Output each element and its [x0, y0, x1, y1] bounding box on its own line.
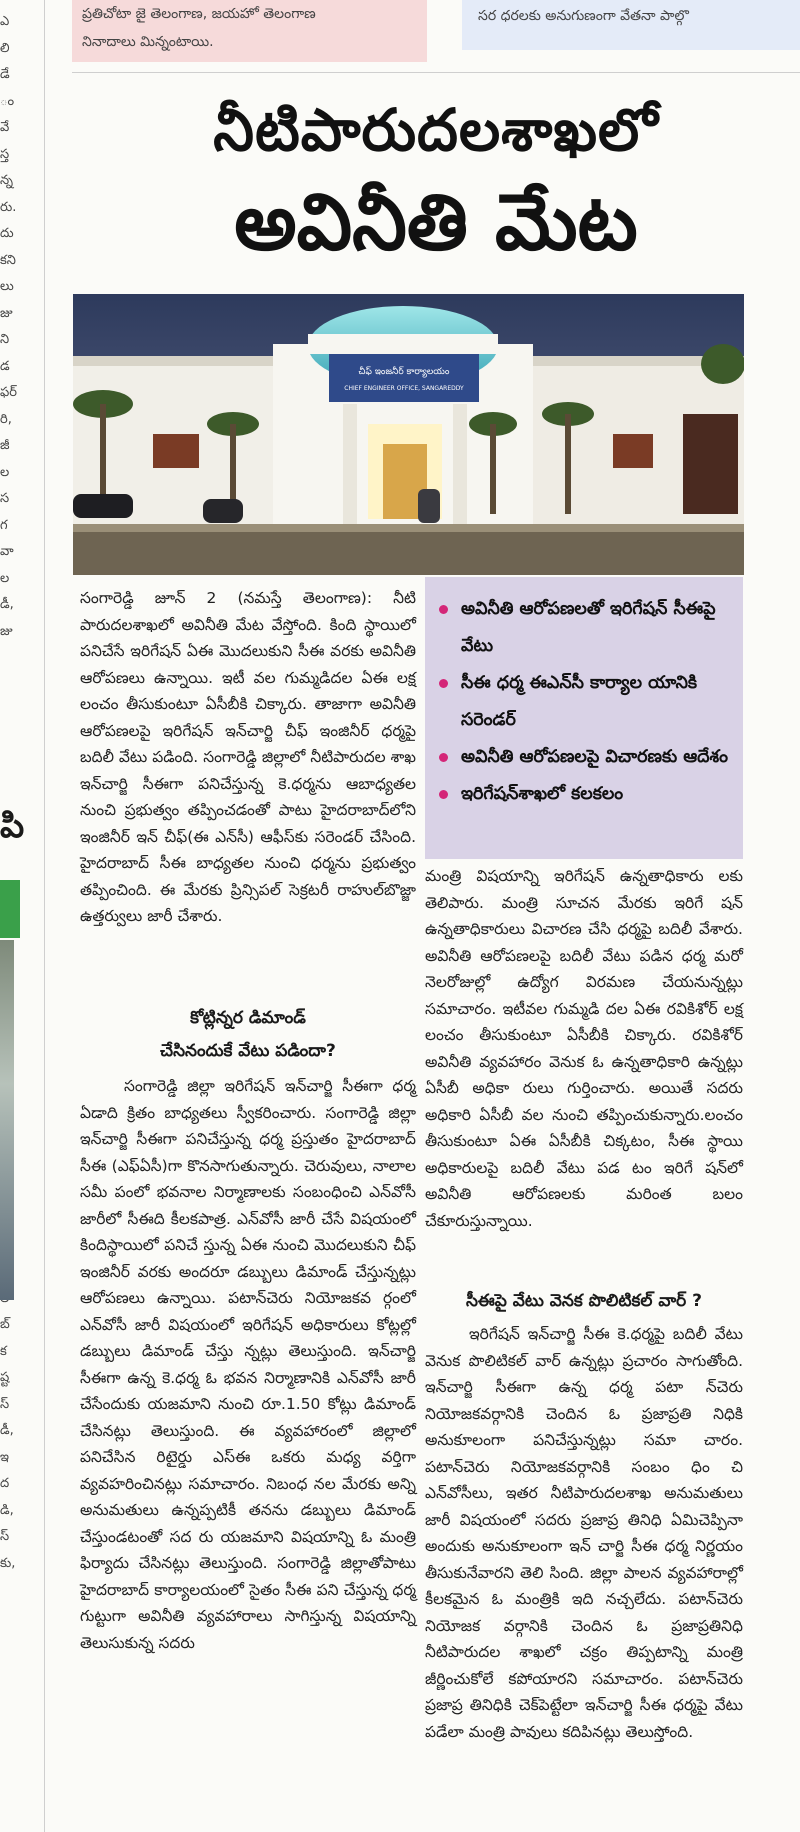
left-neighbour-text-fragment: స్	[0, 1396, 10, 1412]
article-paragraph: సంగారెడ్డి జిల్లా ఇరిగేషన్ ఇన్‌చార్జి సీఈగా ధర్మ ఏడాది క్రితం బాధ్యతలు స్వీకరించారు. సంగారెడ్డి జిల్లా ఇన్‌చార్జి సీఈగా పనిచేస్తున్న ధర్మ ప్రస్తుతం హైదరాబాద్ సీఈ (ఎఫ్‌ఏసీ)గా కొనసాగుతున్నారు. చెరువులు, నాలాల సమీ పంలో భవనాల నిర్మాణాలకు సంబంధించి ఎన్‌వోసీ జారీలో సీఈది కీలకపాత్ర. ఎన్‌వోసీ జారీ చేసే విషయంలో కిందిస్థాయిలో పనిచే స్తున్న ఏఈ నుంచి మొదలుకుని చీఫ్ ఇంజినీర్ వరకు అందరూ డబ్బులు డిమాండ్ చేస్తున్నట్లు ఆరోపణలు ఉన్నాయి. పటాన్‌చెరు నియోజకవ ర్గంలో ఎన్‌వోసీ జారీ విషయంలో ఇరిగేషన్ అధికారులు కోట్లల్లో డబ్బులు డిమాండ్ చేస్తు న్నట్లు తెలుస్తుంది. ఇన్‌చార్జి సీఈగా ఉన్న కె.ధర్మ ఓ భవన నిర్మాణానికి ఎన్‌వోసీ జారీ చేసేందుకు యజమాని నుంచి రూ.1.50 కోట్లు డిమాండ్ చేసినట్లు తెలుస్తుంది. ఈ వ్యవహారంలో జిల్లాలో పనిచేసిన రిటైర్డు ఎస్‌ఈ ఒకరు మధ్య వర్తిగా వ్యవహరించినట్లు సమాచారం. నిబంధ నల మేరకు అన్ని అనుమతులు ఉన్నప్పటికీ తనను డబ్బులు డిమాండ్ చేస్తుండటంతో సద రు యజమాని విషయాన్ని ఓ మంత్రి ఫిర్యాదు చేసినట్లు తెలుస్తుంది. సంగారెడ్డి జిల్లాతోపాటు హైదరాబాద్ కార్యాలయంలో సైతం సీఈ పని చేస్తున్న ధర్మ గుట్టుగా అవినీతి వ్యవహారాలు సాగిస్తున్న విషయాన్ని తెలుసుకున్న సదరు	[80, 1077, 416, 1652]
left-neighbour-text-fragment: స్	[0, 1529, 10, 1544]
left-neighbour-text-fragment: వే	[0, 120, 10, 135]
highlight-text: సీఈ ధర్మ ఈఎన్‌సీ కార్యాల యానికి సరెండర్	[461, 673, 698, 730]
left-neighbour-text-fragment: డీ,	[0, 1423, 14, 1438]
neighbour-text-line: ప్రతిచోటా జై తెలంగాణ, జయహో తెలంగాణ	[82, 6, 316, 22]
office-building-photo	[73, 294, 744, 575]
left-neighbour-text-fragment: డ	[0, 358, 10, 374]
left-neighbour-text-fragment: జు	[0, 623, 13, 639]
article-body-column-left-2	[80, 1073, 416, 1656]
headline-line-2: అవినీతి మేట	[234, 178, 638, 268]
left-neighbour-text-fragment: లు	[0, 279, 14, 294]
left-neighbour-text-fragment: ం	[0, 93, 15, 109]
left-neighbour-text-fragment: ఫర్	[0, 385, 17, 400]
left-neighbour-text-fragment: డే	[0, 67, 10, 82]
neighbour-article-box-left	[72, 0, 427, 62]
left-neighbour-text-fragment: ల	[0, 464, 10, 480]
left-neighbour-text-fragment: బ్	[0, 1317, 10, 1332]
left-neighbour-photo	[0, 940, 14, 1300]
left-neighbour-text-fragment: స	[0, 491, 10, 506]
highlight-item	[437, 591, 737, 665]
left-neighbour-text-fragment: ల	[0, 570, 10, 586]
left-neighbour-text-fragment: రి,	[0, 411, 12, 427]
article-body-column-left-1: సంగారెడ్డి జూన్ 2 (నమస్తే తెలంగాణ): నీటి పారుదలశాఖలో అవినీతి మేట వేస్తోంది. కింది స్థాయిలో పనిచేసే ఇరిగేషన్ ఏఈ మొదలుకుని సీఈ వరకు అవినీతి ఆరోపణలు ఉన్నాయి. ఇటీ వల గుమ్మడిదల ఏఈ లక్ష లంచం తీసుకుంటూ ఏసీబీకి చిక్కారు. తాజాగా అవినీతి ఆరోపణలపై ఇరిగేషన్ ఇన్‌చార్జి చీఫ్ ఇంజినీర్ ధర్మపై బదిలీ వేటు పడింది. సంగారెడ్డి జిల్లాలో నీటిపారుదల శాఖ ఇన్‌చార్జి సీఈగా పనిచేస్తున్న కె.ధర్మను ఆబాధ్యతల నుంచి ప్రభుత్వం తప్పించడంతో పాటు హైదరాబాద్‌లోని ఇంజినీర్ ఇన్ చీఫ్(ఈ ఎన్‌సీ) ఆఫీస్‌కు సరెండర్ చేసింది. హైదరాబాద్ సీఈ బాధ్యతల నుంచి ధర్మను ప్రభుత్వం తప్పించింది. ఈ మేరకు ప్రిన్సిపల్ సెక్రటరీ రాహుల్‌బొజ్జా ఉత్తర్వులు జారీ చేశారు.	[80, 589, 416, 925]
left-neighbour-text-fragment: ద	[0, 1476, 10, 1491]
article-paragraph: ఇరిగేషన్ ఇన్‌చార్జి సీఈ కె.ధర్మపై బదిలీ వేటు వెనుక పొలిటికల్ వార్ ఉన్నట్లు ప్రచారం సాగుతోంది. ఇన్‌చార్జి సీఈగా ఉన్న ధర్మ పటా న్‌చెరు నియోజకవర్గానికి చెందిన ఓ ప్రజాప్రతి నిధికి అనుకూలంగా పనిచేస్తున్నట్లు సమా చారం. పటాన్‌చెరు నియోజకవర్గానికి సంబం ధిం చి ఎన్‌వోసీలు, ఇతర నీటిపారుదలశాఖ అనుమతులు జారీ విషయంలో సదరు ప్రజాప్ర తినిధి ఏమిచెప్పినా అందుకు అనుకూలంగా ఇన్ చార్జి సీఈ ధర్మ నిర్ణయం తీసుకునేవారని తెలి సింది. జిల్లా పాలన వ్యవహారాల్లో కీలకమైన ఓ మంత్రికి ఇది నచ్చలేదు. పటాన్‌చెరు నియోజక వర్గానికి చెందిన ఓ ప్రజాప్రతినిధి నీటిపారుదల శాఖలో చక్రం తిప్పటాన్ని మంత్రి జీర్ణించుకోలే కపోయారని సమాచారం. పటాన్‌చెరు ప్రజాప్ర తినిధికి చెక్‌పెట్టేలా ఇన్‌చార్జి సీఈ ధర్మపై వేటు పడేలా మంత్రి పావులు కదిపినట్లు తెలుస్తోంది.	[425, 1325, 743, 1741]
highlights-box	[425, 577, 743, 859]
highlights-list	[425, 577, 743, 813]
left-neighbour-text-fragment: గ	[0, 517, 8, 533]
neighbour-text-line: సర ధరలకు అనుగుణంగా వేతనా పాల్గొ	[478, 8, 689, 24]
left-neighbour-text-fragment: దు	[0, 226, 14, 241]
left-neighbour-heading-fragment: పి	[0, 806, 25, 846]
neighbour-text-line: నినాదాలు మిన్నంటాయి.	[82, 34, 214, 50]
highlight-text: అవినీతి ఆరోపణలపై విచారణకు ఆదేశం	[461, 747, 729, 767]
highlight-text: ఇరిగేషన్‌శాఖలో కలకలం	[461, 784, 624, 804]
left-neighbour-text-fragment: లి	[0, 40, 10, 56]
section-divider	[72, 72, 800, 73]
left-neighbour-text-fragment: కని	[0, 252, 16, 268]
column-divider	[44, 0, 45, 1832]
left-neighbour-text-fragment: క	[0, 1343, 7, 1359]
left-neighbour-text-fragment: ష్ట	[0, 1370, 10, 1385]
article-body-column-right-1: మంత్రి విషయాన్ని ఇరిగేషన్ ఉన్నతాధికారు లకు తెలిపారు. మంత్రి సూచన మేరకు ఇరిగే షన్ ఉన్నతాధికారులు విచారణ చేసి ధర్మపై బదిలీ వేశారు. అవినీతి ఆరోపణలపై బదిలీ వేటు పడిన ధర్మ మరో నెలరోజుల్లో ఉద్యోగ విరమణ చేయనున్నట్లు సమాచారం. ఇటీవల గుమ్మడి దల ఏఈ రవికిశోర్ లక్ష లంచం తీసుకుంటూ ఏసీబీకి చిక్కారు. రవికిశోర్ అవినీతి వ్యవహారం వెనుక ఓ ఉన్నతాధికారి ఉన్నట్లు ఏసీబీ అధికా రులు గుర్తించారు. అయితే సదరు అధికారి ఏసీబీ వల నుంచి తప్పించుకున్నారు.లంచం తీసుకుంటూ ఏఈ ఏసీబీకి చిక్కటం, సీఈ స్థాయి అధికారులపై బదిలీ వేటు పడ టం ఇరిగే షన్‌లో అవినీతి ఆరోపణలకు మరింత బలం చేకూరుస్తున్నాయి.	[425, 867, 743, 1230]
left-neighbour-text-fragment: వా	[0, 544, 14, 559]
headline-line-1: నీటిపారుదలశాఖలో	[213, 96, 659, 164]
bullet-dot-icon	[439, 605, 448, 614]
neighbour-article-box-right	[462, 0, 800, 50]
left-neighbour-text-fragment: డి,	[0, 1502, 14, 1518]
left-neighbour-text-fragment: ని	[0, 332, 10, 347]
highlight-item	[437, 739, 737, 776]
office-sign-line-2: CHIEF ENGINEER OFFICE, SANGAREDDY	[344, 385, 464, 392]
office-sign-line-1: చీఫ్ ఇంజనీర్ కార్యాలయం	[358, 367, 450, 377]
left-neighbour-text-fragment: జు	[0, 305, 13, 321]
bullet-dot-icon	[439, 790, 448, 799]
subheading-2: సీఈపై వేటు వెనక పొలిటికల్ వార్ ?	[465, 1291, 703, 1311]
highlight-item	[437, 776, 737, 813]
highlight-text: అవినీతి ఆరోపణలతో ఇరిగేషన్ సీఈపై వేటు	[461, 599, 716, 656]
left-neighbour-text-fragment: జీ	[0, 438, 10, 453]
left-neighbour-text-fragment: కు,	[0, 1555, 16, 1571]
left-neighbour-text-fragment: స్త	[0, 146, 10, 162]
left-neighbour-green-block	[0, 880, 20, 938]
article-photo	[73, 294, 744, 575]
left-neighbour-text-fragment: న్న	[0, 173, 13, 188]
left-neighbour-text-fragment: ఎ	[0, 14, 10, 29]
bullet-dot-icon	[439, 753, 448, 762]
left-neighbour-text-fragment: రు.	[0, 199, 17, 215]
left-neighbour-text-fragment: ఇ	[0, 1449, 9, 1465]
bullet-dot-icon	[439, 679, 448, 688]
subheading-1-line-1: కోట్లిన్నర డిమాండ్	[190, 1008, 306, 1028]
left-neighbour-text-fragment: డీ,	[0, 597, 14, 612]
subheading-1-line-2: చేసినందుకే వేటు పడిందా?	[160, 1041, 336, 1061]
article-body-column-right-2	[425, 1321, 743, 1745]
highlight-item	[437, 665, 737, 739]
subheading-1	[80, 1002, 416, 1068]
